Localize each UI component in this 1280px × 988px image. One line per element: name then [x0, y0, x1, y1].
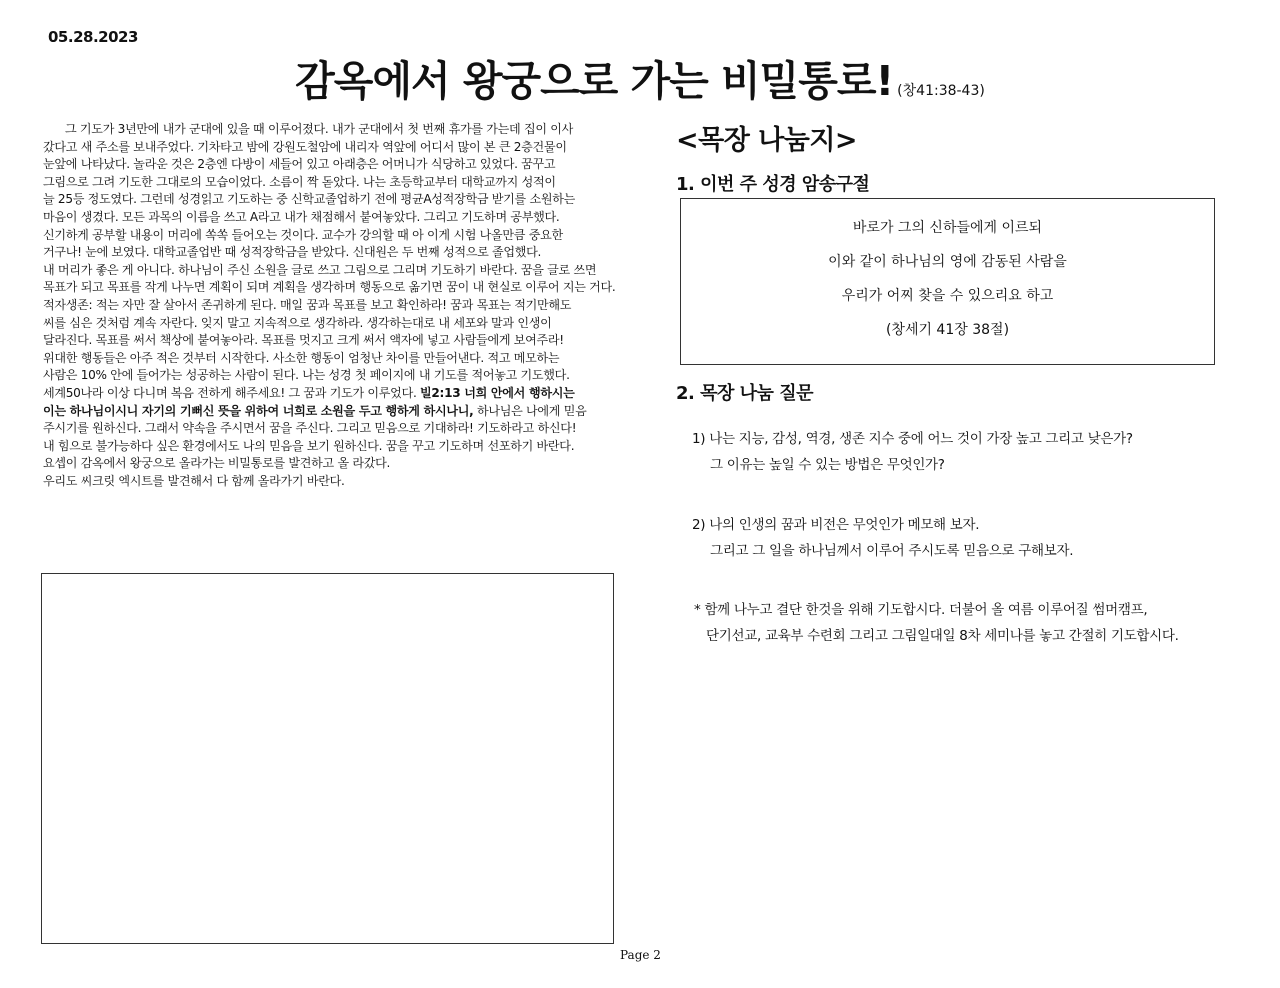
- bible-quote-bold: 이는 하나님이시니 자기의 기뻐신 뜻을 위하여 너희로 소원을 두고 행하게 하시나니,: [43, 403, 474, 418]
- prayer-note-line: * 함께 나누고 결단 한것을 위해 기도합시다. 더불어 올 여름 이루어질 썸머캠프,: [694, 602, 1148, 618]
- page-number: Page 2: [620, 948, 661, 962]
- scripture-reference: (창41:38-43): [897, 83, 985, 99]
- sermon-line: [43, 385, 628, 403]
- sermon-line: 내 힘으로 불가능하다 싶은 환경에서도 나의 믿음을 보기 원하신다. 꿈을 꾸고 기도하며 선포하기 바란다.: [43, 438, 575, 453]
- page-title: 감옥에서 왕궁으로 가는 비밀통로!: [295, 57, 894, 105]
- sermon-line: 우리도 씨크릿 엑시트를 발견해서 다 함께 올라가기 바란다.: [43, 473, 345, 488]
- sermon-line: 적자생존: 적는 자만 잘 살아서 존귀하게 된다. 매일 꿈과 목표를 보고 확인하라! 꿈과 목표는 적기만해도: [43, 297, 572, 312]
- sermon-line: 거구나! 눈에 보였다. 대학교졸업반 때 성적장학금을 받았다. 신대원은 두 번째 성적으로 졸업했다.: [43, 245, 542, 260]
- sermon-line: 눈앞에 나타났다. 놀라운 것은 2층엔 다방이 세들어 있고 아래층은 어머니가 식당하고 있었다. 꿈꾸고: [43, 157, 556, 172]
- sermon-line: 마음이 생겼다. 모든 과목의 이름을 쓰고 A라고 내가 채점해서 붙여놓았다. 그리고 기도하며 공부했다.: [43, 209, 560, 224]
- sermon-line: 내 머리가 좋은 게 아니다. 하나님이 주신 소원을 글로 쓰고 그림으로 그리며 기도하기 바란다. 꿈을 글로 쓰면: [43, 262, 597, 277]
- question-1-line: 1) 나는 지능, 감성, 역경, 생존 지수 중에 어느 것이 가장 높고 그리고 낮은가?: [692, 431, 1133, 447]
- prayer-note-line: 단기선교, 교육부 수련회 그리고 그림일대일 8차 세미나를 놓고 간절히 기도합시다.: [706, 628, 1179, 644]
- question-2: [692, 512, 1073, 564]
- sermon-body: [43, 121, 628, 490]
- sharing-sheet-title: <목장 나눔지>: [676, 125, 858, 156]
- question-1: [692, 426, 1133, 478]
- sermon-line: 달라진다. 목표를 써서 책상에 붙여놓아라. 목표를 멋지고 크게 써서 액자에 넣고 사람들에게 보여주라!: [43, 333, 564, 348]
- sermon-line: 씨를 심은 것처럼 계속 자란다. 잊지 말고 지속적으로 생각하라. 생각하는대로 내 세포와 말과 인생이: [43, 315, 552, 330]
- image-placeholder-box: [41, 573, 614, 944]
- sermon-text: 세계50나라 이상 다니며 복음 전하게 해주세요! 그 꿈과 기도가 이루었다.: [43, 385, 421, 400]
- verse-reference: (창세기 41장 38절): [885, 322, 1010, 338]
- cell-group-sheet: [676, 118, 1236, 644]
- section-memory-verse-title: 1. 이번 주 성경 암송구절: [676, 174, 870, 195]
- sermon-line: 위대한 행동들은 아주 적은 것부터 시작한다. 사소한 행동이 엄청난 차이를 만들어낸다. 적고 메모하는: [43, 350, 560, 365]
- sermon-text: 하나님은 나에게 믿음: [473, 403, 587, 418]
- prayer-note: [694, 597, 1179, 649]
- sermon-line: 사람은 10% 안에 들어가는 성공하는 사람이 된다. 나는 성경 첫 페이지에 내 기도를 적어놓고 기도했다.: [43, 368, 570, 383]
- verse-line: 이와 같이 하나님의 영에 감동된 사람을: [828, 254, 1067, 270]
- section-questions-title: 2. 목장 나눔 질문: [676, 383, 813, 404]
- sermon-line: 그림으로 그려 기도한 그대로의 모습이었다. 소름이 짝 돋았다. 나는 초등학교부터 대학교까지 성적이: [43, 174, 556, 189]
- question-2-line: 그리고 그 일을 하나님께서 이루어 주시도록 믿음으로 구해보자.: [710, 543, 1074, 559]
- memory-verse-box: [680, 198, 1215, 365]
- sermon-line: 목표가 되고 목표를 작게 나누면 계획이 되며 계획을 생각하며 행동으로 옮기면 꿈이 내 현실로 이루어 지는 거다.: [43, 280, 616, 295]
- question-2-line: 2) 나의 인생의 꿈과 비전은 무엇인가 메모해 보자.: [692, 517, 980, 533]
- verse-line: 바로가 그의 신하들에게 이르되: [852, 220, 1043, 236]
- date-label: 05.28.2023: [48, 28, 138, 46]
- sermon-line: [43, 403, 628, 421]
- title-row: [0, 48, 1280, 107]
- sermon-line: 요셉이 감옥에서 왕궁으로 올라가는 비밀통로를 발견하고 올 라갔다.: [43, 456, 391, 471]
- sermon-line: 신기하게 공부할 내용이 머리에 쏙쏙 들어오는 것이다. 교수가 강의할 때 아 이게 시험 나올만큼 중요한: [43, 227, 563, 242]
- bible-quote-bold: 빌2:13 너희 안에서 행하시는: [420, 385, 575, 400]
- sermon-line: 갔다고 새 주소를 보내주었다. 기차타고 밤에 강원도철암에 내리자 역앞에 어디서 많이 본 큰 2층건물이: [43, 139, 567, 154]
- verse-line: 우리가 어찌 찾을 수 있으리요 하고: [841, 288, 1054, 304]
- sermon-line: 주시기를 원하신다. 그래서 약속을 주시면서 꿈을 주신다. 그리고 믿음으로 기대하라! 기도하라고 하신다!: [43, 421, 577, 436]
- question-1-line: 그 이유는 높일 수 있는 방법은 무엇인가?: [710, 457, 945, 473]
- sermon-line: 늘 25등 정도였다. 그런데 성경읽고 기도하는 중 신학교졸업하기 전에 평균A성적장학금 받기를 소원하는: [43, 192, 575, 207]
- sermon-line: 그 기도가 3년만에 내가 군대에 있을 때 이루어졌다. 내가 군대에서 첫 번째 휴가를 가는데 집이 이사: [65, 122, 574, 136]
